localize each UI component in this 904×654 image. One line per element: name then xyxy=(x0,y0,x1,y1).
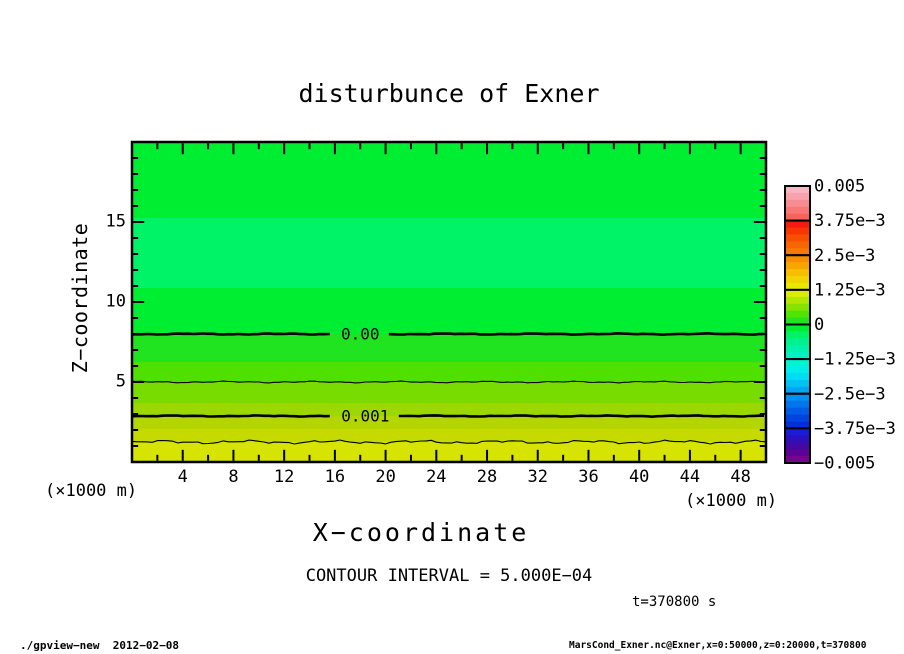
colorbar-swatch xyxy=(785,373,810,381)
page-title: disturbunce of Exner xyxy=(298,79,600,108)
colorbar-swatch xyxy=(785,380,810,388)
contour-label: 0.00 xyxy=(340,324,380,344)
x-tick-label: 40 xyxy=(628,467,650,487)
colorbar-swatch xyxy=(785,311,810,319)
x-tick-label: 20 xyxy=(375,467,396,487)
colorbar-swatch xyxy=(785,428,810,436)
colorbar-swatch xyxy=(785,359,810,367)
colorbar-tick-label: 0.005 xyxy=(814,176,866,197)
contour-fill-band xyxy=(132,334,766,363)
colorbar-swatch xyxy=(785,408,810,416)
x-tick-label: 24 xyxy=(426,467,447,487)
colorbar-tick-label: 3.75e−3 xyxy=(814,211,886,232)
colorbar-swatch xyxy=(785,186,810,194)
colorbar-swatch xyxy=(785,304,810,312)
x-tick-label: 48 xyxy=(730,467,751,487)
colorbar-swatch xyxy=(785,221,810,229)
x-unit-label-right: (×1000 m) xyxy=(685,491,778,511)
colorbar-tick-label: 1.25e−3 xyxy=(814,280,886,301)
colorbar-swatch xyxy=(785,241,810,249)
colorbar-swatch xyxy=(785,325,810,333)
contour-line xyxy=(132,334,330,335)
z-tick-label: 5 xyxy=(115,371,126,392)
colorbar-swatch xyxy=(785,338,810,346)
colorbar-tick-label: −3.75e−3 xyxy=(814,418,896,439)
colorbar-swatch xyxy=(785,401,810,409)
colorbar-swatch xyxy=(785,345,810,353)
colorbar-swatch xyxy=(785,394,810,402)
x-unit-label-left: (×1000 m) xyxy=(45,481,138,501)
x-tick-label: 44 xyxy=(679,467,701,487)
z-axis-label: Z−coordinate xyxy=(68,222,92,374)
z-tick-label: 10 xyxy=(105,291,126,312)
contour-label: 0.001 xyxy=(341,406,390,426)
colorbar-swatch xyxy=(785,276,810,284)
colorbar-swatch xyxy=(785,269,810,277)
contour-fill-band xyxy=(132,416,766,430)
contour-interval-note: CONTOUR INTERVAL = 5.000E−04 xyxy=(305,566,593,586)
x-tick-label: 28 xyxy=(476,467,498,487)
contour-line xyxy=(389,333,764,334)
colorbar-swatch xyxy=(785,290,810,298)
contour-fill-band xyxy=(132,218,766,289)
contour-line xyxy=(399,415,764,416)
colorbar-swatch xyxy=(785,415,810,423)
contour-fill-band xyxy=(132,442,766,463)
colorbar-swatch xyxy=(785,331,810,339)
contour-fill-band xyxy=(132,288,766,335)
colorbar-tick-label: −0.005 xyxy=(814,453,876,474)
footer-source-text: MarsCond_Exner.nc@Exner,x=0:50000,z=0:20000,t=370800 xyxy=(569,640,867,651)
colorbar-swatch xyxy=(785,366,810,374)
footer-command-text: ./gpview−new 2012−02−08 xyxy=(20,639,179,652)
colorbar-swatch xyxy=(785,255,810,263)
colorbar-swatch xyxy=(785,297,810,305)
colorbar-tick-label: 2.5e−3 xyxy=(814,245,876,266)
contour-fill-band xyxy=(132,142,766,219)
x-tick-label: 16 xyxy=(324,467,346,487)
colorbar-swatch xyxy=(785,193,810,201)
contour-fill-band xyxy=(132,362,766,383)
colorbar-swatch xyxy=(785,234,810,242)
contour-fill-band xyxy=(132,382,766,404)
contour-fill-band xyxy=(132,429,766,443)
colorbar-tick-label: −1.25e−3 xyxy=(814,349,896,370)
x-tick-label: 12 xyxy=(273,467,295,487)
contour-line xyxy=(132,415,330,416)
colorbar-swatch xyxy=(785,449,810,457)
colorbar-swatch xyxy=(785,262,810,270)
x-tick-label: 36 xyxy=(578,467,599,487)
z-tick-label: 15 xyxy=(105,211,126,232)
colorbar-tick-label: 0 xyxy=(814,315,825,335)
x-tick-label: 4 xyxy=(177,467,188,487)
colorbar-swatch xyxy=(785,442,810,450)
x-tick-label: 32 xyxy=(527,467,548,487)
time-annotation: t=370800 s xyxy=(632,594,717,610)
colorbar-swatch xyxy=(785,200,810,208)
colorbar-swatch xyxy=(785,228,810,236)
colorbar-swatch xyxy=(785,207,810,215)
x-axis-label: X−coordinate xyxy=(312,518,530,547)
colorbar-tick-label: −2.5e−3 xyxy=(814,384,886,405)
colorbar-swatch xyxy=(785,435,810,443)
x-tick-label: 8 xyxy=(228,467,239,487)
